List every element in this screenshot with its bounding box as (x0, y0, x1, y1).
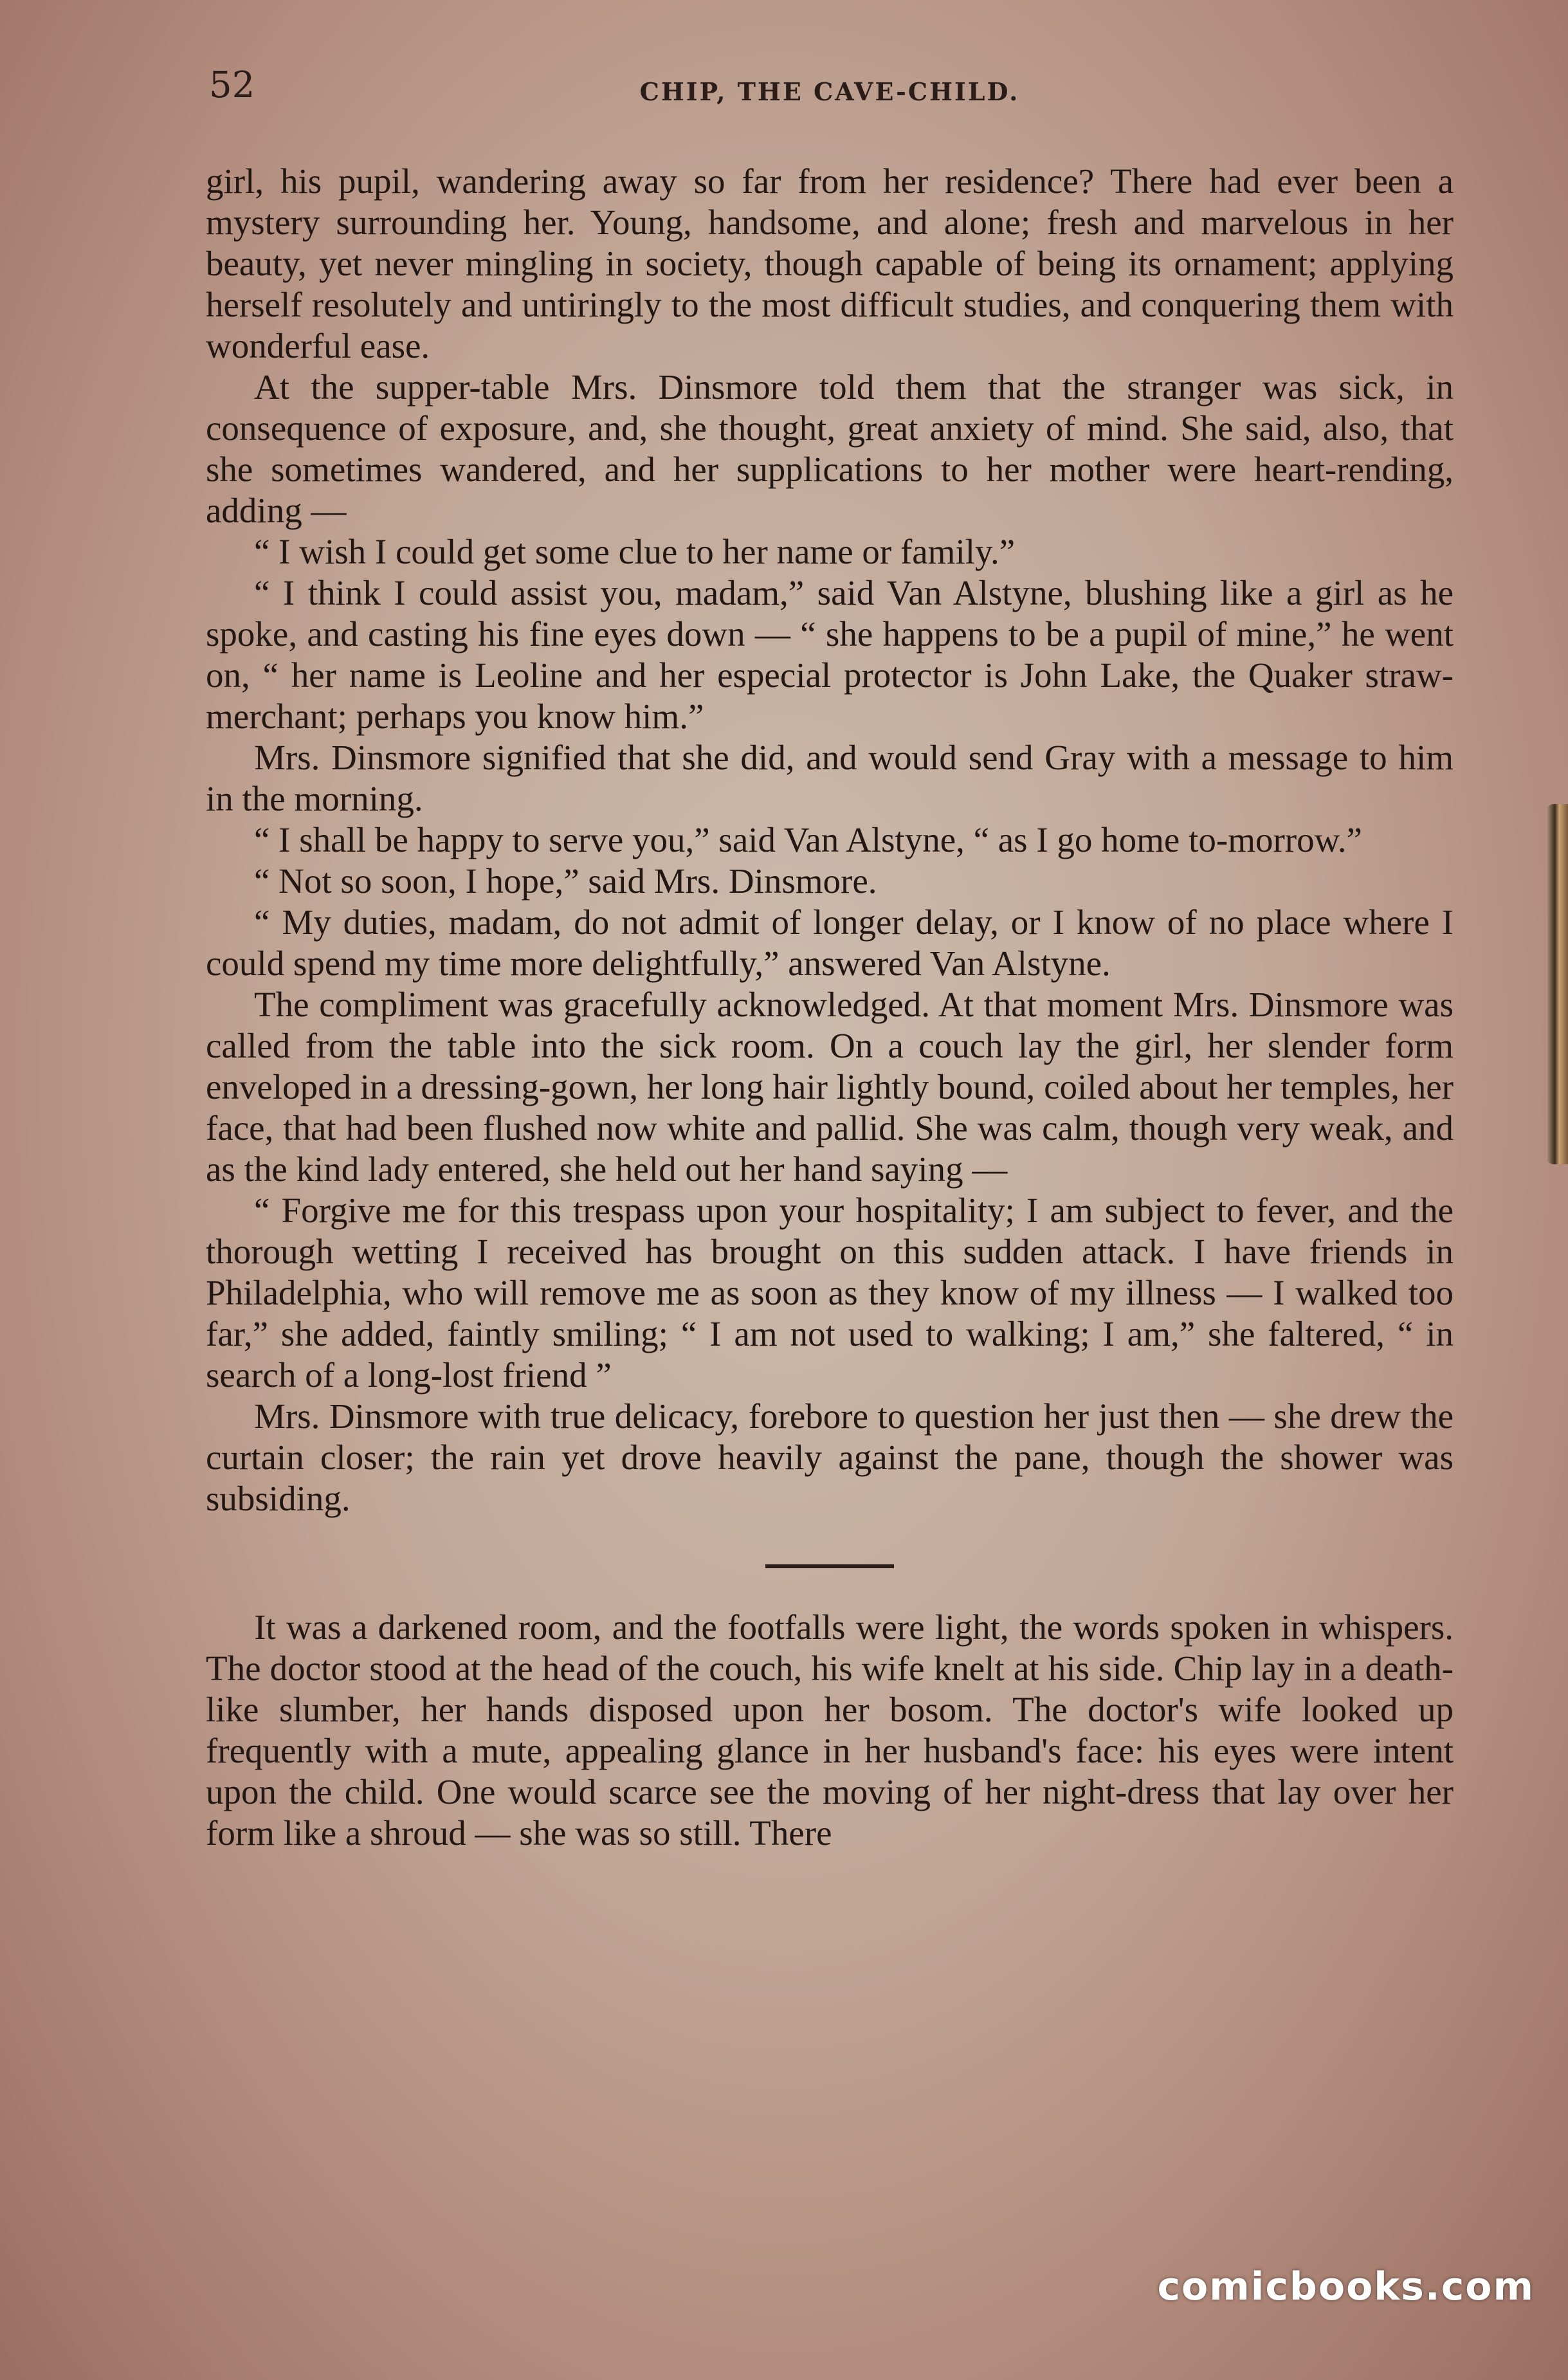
paragraph: girl, his pupil, wandering away so far from her residence? There had ever been a mystery surrounding her. Young, handsome, and alone; fresh and marvelous in her beauty, yet never mingling in society, though capable of being its ornament; applying herself resolutely and untiringly to the most difficult studies, and conquering them with wonderful ease. (206, 161, 1454, 365)
paragraph: “ My duties, madam, do not admit of longer delay, or I know of no place where I could spend my time more delightfully,” answered Van Alstyne. (206, 902, 1454, 983)
section-divider (765, 1564, 894, 1568)
body-text (206, 161, 1454, 1854)
paragraph: “ Not so soon, I hope,” said Mrs. Dinsmore. (254, 861, 877, 901)
paragraph: It was a darkened room, and the footfalls were light, the words spoken in whispers. The doctor stood at the head of the couch, his wife knelt at his side. Chip lay in a death-like slumber, her hands disposed upon her bosom. The doctor's wife looked up frequently with a mute, appealing glance in her husband's face: his eyes were intent upon the child. One would scarce see the moving of her night-dress that lay over her form like a shroud — she was so still. There (206, 1607, 1454, 1853)
page-header (209, 64, 1450, 116)
running-head: CHIP, THE CAVE-CHILD. (639, 77, 1020, 106)
page-number: 52 (209, 64, 255, 106)
paragraph: Mrs. Dinsmore signified that she did, and would send Gray with a message to him in the morning. (206, 738, 1454, 818)
paragraph: “ I think I could assist you, madam,” said Van Alstyne, blushing like a girl as he spoke, and casting his fine eyes down — “ she happens to be a pupil of mine,” he went on, “ her name is Leoline and her especial protector is John Lake, the Quaker straw-merchant; perhaps you know him.” (206, 573, 1454, 736)
paragraph: Mrs. Dinsmore with true delicacy, forebore to question her just then — she drew the curtain closer; the rain yet drove heavily against the pane, though the shower was subsiding. (206, 1396, 1454, 1518)
paragraph: The compliment was gracefully acknowledged. At that moment Mrs. Dinsmore was called from the table into the sick room. On a couch lay the girl, her slender form enveloped in a dressing-gown, her long hair lightly bound, coiled about her temples, her face, that had been flushed now white and pallid. She was calm, though very weak, and as the kind lady entered, she held out her hand saying — (206, 985, 1454, 1189)
paragraph: At the supper-table Mrs. Dinsmore told them that the stranger was sick, in consequence of exposure, and, she thought, great anxiety of mind. She said, also, that she sometimes wandered, and her supplications to her mother were heart-rending, adding — (206, 367, 1454, 530)
paragraph: “ I wish I could get some clue to her name or family.” (254, 532, 1016, 571)
paragraph: “ I shall be happy to serve you,” said Van Alstyne, “ as I go home to-morrow.” (254, 820, 1362, 859)
watermark: comicbooks.com (1157, 2264, 1535, 2309)
torn-page-edge (1546, 804, 1568, 1164)
paragraph: “ Forgive me for this trespass upon your hospitality; I am subject to fever, and the thorough wetting I received has brought on this sudden attack. I have friends in Philadelphia, who will remove me as soon as they know of my illness — I walked too far,” she added, faintly smiling; “ I am not used to walking; I am,” she faltered, “ in search of a long-lost friend ” (206, 1191, 1454, 1395)
